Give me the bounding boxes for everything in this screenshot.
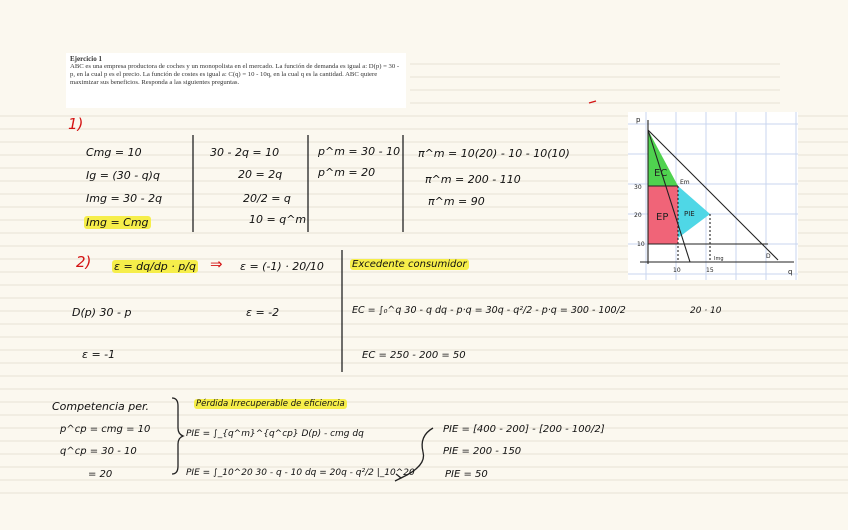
x-tick-10: 10 — [673, 267, 681, 274]
part1-marker: 1) — [68, 115, 84, 133]
eq-step-1: 30 - 2q = 10 — [210, 146, 280, 159]
point-em-label: Em — [680, 179, 690, 186]
welfare-graph — [628, 112, 798, 280]
profit-step-2: π^m = 200 - 110 — [425, 173, 521, 186]
ig-equation: Ig = (30 - q)q — [86, 169, 160, 182]
surplus-note: 20 · 10 — [690, 306, 722, 316]
elasticity-formula — [112, 260, 198, 273]
eq-step-2: 20 = 2q — [238, 168, 283, 181]
implies-arrow: ⇒ — [210, 255, 223, 273]
competition-result: = 20 — [88, 469, 113, 480]
profit-step-3: π^m = 90 — [428, 195, 485, 208]
pie-formula-specific: PIE = ∫_10^20 30 - q - 10 dq = 20q - q²/2 |_10^20 — [186, 468, 415, 478]
y-tick-30: 30 — [634, 184, 642, 191]
price-step-1: p^m = 30 - 10 — [318, 145, 401, 158]
surplus-title — [350, 259, 469, 270]
competition-price: p^cp = cmg = 10 — [60, 424, 151, 435]
demand-curve-label: D — [766, 253, 771, 260]
profit-step-1: π^m = 10(20) - 10 - 10(10) — [418, 147, 570, 160]
eq-step-4: 10 = q^m — [249, 213, 307, 226]
y-tick-20: 20 — [634, 212, 642, 219]
img-curve-label: Img — [714, 256, 724, 262]
img-cmg-highlight: Img = Cmg — [86, 216, 149, 229]
pie-calc-1: PIE = [400 - 200] - [200 - 100/2] — [443, 424, 605, 435]
pie-calc-2: PIE = 200 - 150 — [443, 446, 522, 457]
x-tick-15: 15 — [706, 267, 714, 274]
deadweight-highlight: Pérdida Irrecuperable de eficiencia — [196, 399, 345, 409]
pie-calc-3: PIE = 50 — [445, 469, 488, 480]
surplus-result: EC = 250 - 200 = 50 — [362, 350, 466, 361]
y-axis-label: p — [636, 116, 641, 124]
elasticity-highlight: ε = dq/dp · p/q — [114, 260, 196, 273]
img-equation: Img = 30 - 2q — [86, 192, 163, 205]
part2-marker: 2) — [76, 253, 92, 271]
pie-formula-general: PIE = ∫_{q^m}^{q^cp} D(p) - cmg dq — [186, 429, 364, 439]
elasticity-final: ε = -1 — [82, 348, 116, 361]
competition-label: Competencia per. — [52, 400, 150, 413]
cmg-equation: Cmg = 10 — [86, 146, 142, 159]
demand-function: D(p) 30 - p — [72, 306, 132, 319]
exercise-statement — [66, 53, 406, 108]
eq-step-3: 20/2 = q — [243, 192, 291, 205]
ep-label: EP — [656, 212, 669, 223]
deadweight-title — [194, 399, 347, 409]
ec-label: EC — [654, 168, 668, 179]
competition-quantity: q^cp = 30 - 10 — [60, 446, 137, 457]
img-cmg-condition — [84, 216, 151, 229]
surplus-title-highlight: Excedente consumidor — [352, 259, 467, 270]
price-step-2: p^m = 20 — [318, 166, 376, 179]
exercise-text: ABC es una empresa productora de coches y un monopolista en el mercado. La función de demanda es igual a: D(p) = 30 - p, en la cual p es el precio. La función de costes es igual a: C(q) = 10 - 10q, en la cual q es la cantidad. ABC quiere maximizar sus beneficios. Responda a las siguientes preguntas. — [70, 63, 400, 86]
x-axis-label: q — [788, 268, 793, 276]
surplus-integral: EC = ∫₀^q 30 - q dq - p·q = 30q - q²/2 - p·q = 300 - 100/2 — [352, 305, 626, 316]
pie-label: PIE — [684, 210, 695, 218]
elasticity-result: ε = -2 — [246, 306, 280, 319]
exercise-title: Ejercicio 1 — [70, 55, 102, 63]
y-tick-10: 10 — [637, 241, 645, 248]
elasticity-substitution: ε = (-1) · 20/10 — [240, 260, 324, 273]
